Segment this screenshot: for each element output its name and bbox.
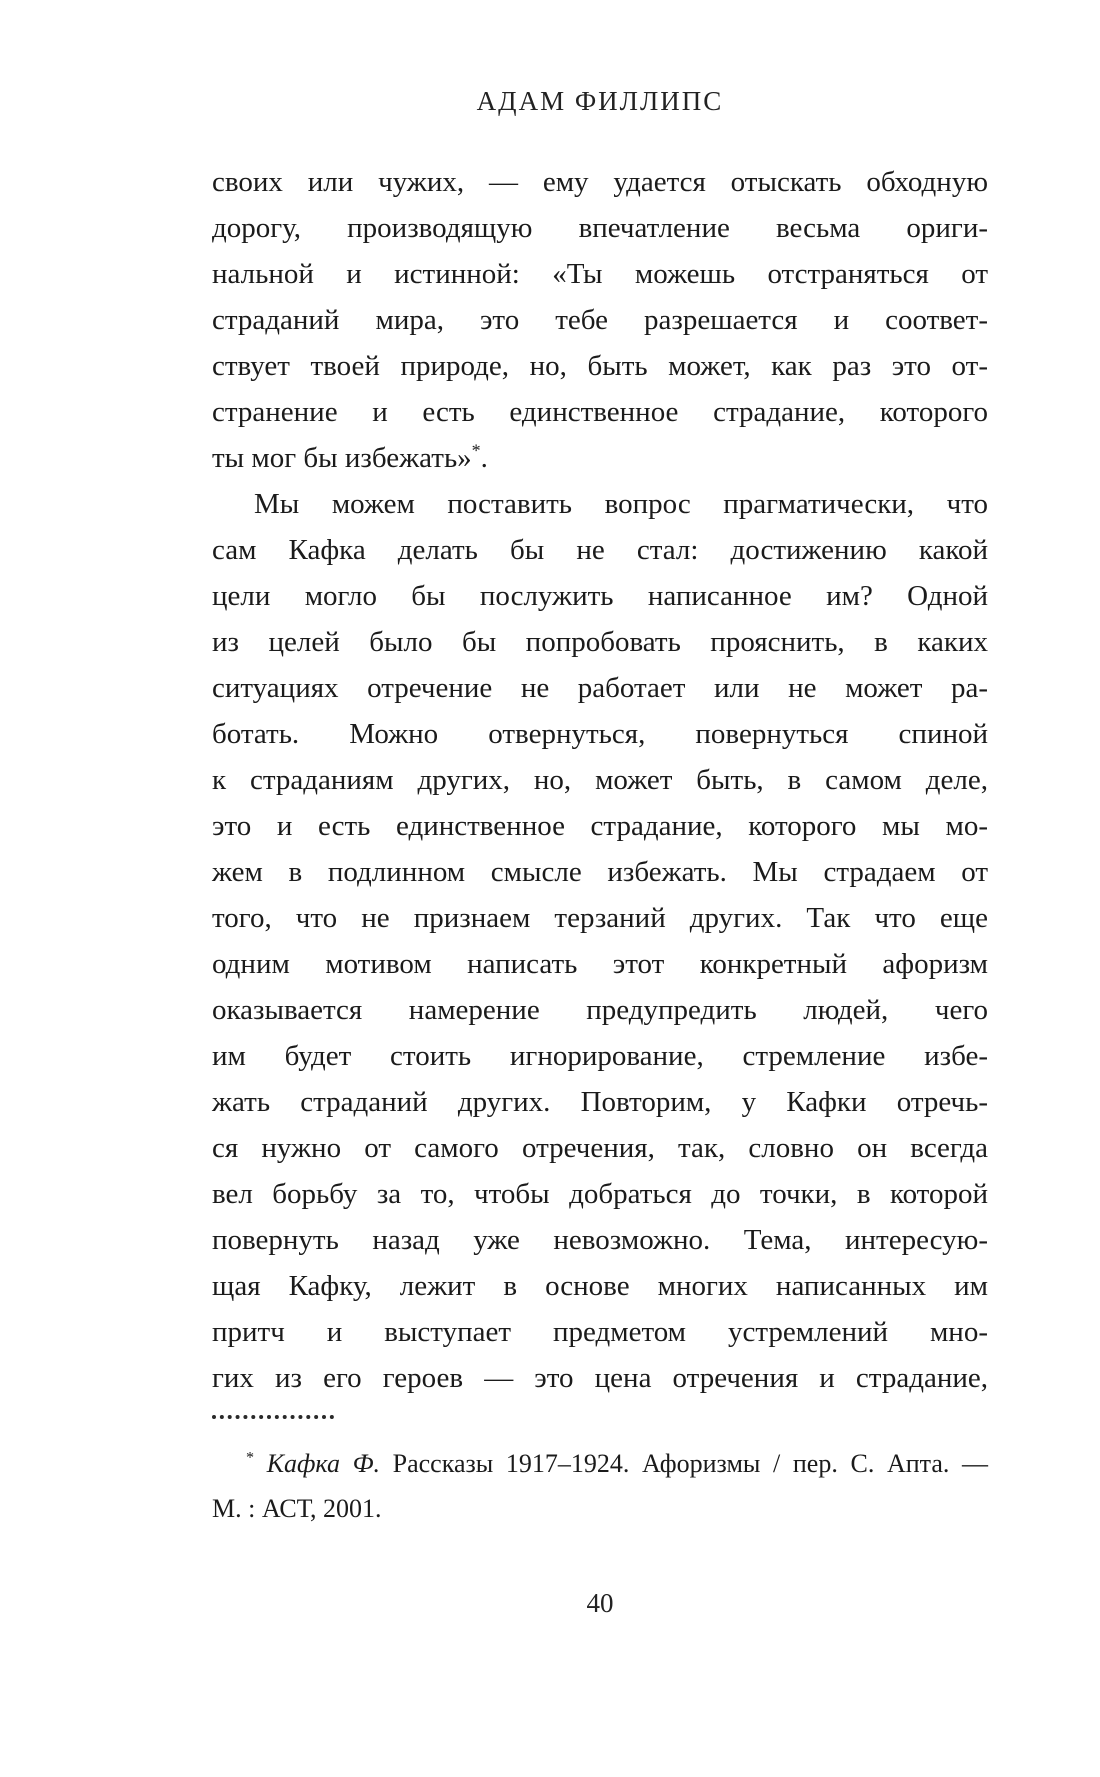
footnote-separator (212, 1415, 334, 1419)
page-number: 40 (586, 1588, 614, 1618)
text-line: сам Кафка делать бы не стал: достижению какой (212, 534, 988, 566)
text-line: из целей было бы попробовать прояснить, в каких (212, 626, 988, 658)
text-line: оказывается намерение предупредить людей, чего (212, 994, 988, 1026)
text-fragment: . (480, 442, 488, 474)
footnote-line (212, 1441, 988, 1486)
text-line: нальной и истинной: «Ты можешь отстраняться от (212, 258, 988, 290)
footnote-author: Кафка Ф. (266, 1449, 380, 1478)
text-line: одним мотивом написать этот конкретный афоризм (212, 948, 988, 980)
text-line: к страданиям других, но, может быть, в самом деле, (212, 764, 988, 796)
text-line: щая Кафку, лежит в основе многих написанных им (212, 1270, 988, 1302)
text-line: повернуть назад уже невозможно. Тема, интересую- (212, 1224, 988, 1256)
text-line: им будет стоить игнорирование, стремление избе- (212, 1040, 988, 1072)
text-line: ся нужно от самого отречения, так, словно он всегда (212, 1132, 988, 1164)
text-line: это и есть единственное страдание, которого мы мо- (212, 810, 988, 842)
footnote (212, 1441, 988, 1531)
text-line: гих из его героев — это цена отречения и страдание, (212, 1362, 988, 1394)
text-line: страданий мира, это тебе разрешается и соответ- (212, 304, 988, 336)
text-line: дорогу, производящую впечатление весьма ориги- (212, 212, 988, 244)
body-text (212, 159, 988, 1401)
text-line: того, что не признаем терзаний других. Так что еще (212, 902, 988, 934)
footnote-line: М. : АСТ, 2001. (212, 1494, 382, 1523)
text-line: своих или чужих, — ему удается отыскать обходную (212, 166, 988, 198)
text-line: цели могло бы послужить написанное им? Одной (212, 580, 988, 612)
paragraph-1 (212, 159, 988, 481)
text-line: жать страданий других. Повторим, у Кафки отречь- (212, 1086, 988, 1118)
text-line: ствует твоей природе, но, быть может, как раз это от- (212, 350, 988, 382)
text-line: ботать. Можно отвернуться, повернуться спиной (212, 718, 988, 750)
text-line: странение и есть единственное страдание, которого (212, 396, 988, 428)
footnote-marker: * (246, 1449, 255, 1467)
footnote-reference-marker: * (471, 440, 481, 461)
paragraph-2 (212, 481, 988, 1401)
running-head: АДАМ ФИЛЛИПС (476, 86, 724, 116)
text-line: вел борьбу за то, чтобы добраться до точки, в которой (212, 1178, 988, 1210)
text-line: ситуациях отречение не работает или не может ра- (212, 672, 988, 704)
text-fragment: ты мог бы избежать» (212, 442, 472, 474)
text-line: притч и выступает предметом устремлений мно- (212, 1316, 988, 1348)
footnote-reference: Рассказы 1917–1924. Афоризмы / пер. С. Апта. — (392, 1449, 989, 1478)
text-line: жем в подлинном смысле избежать. Мы страдаем от (212, 856, 988, 888)
text-line (212, 435, 988, 481)
text-line: Мы можем поставить вопрос прагматически, что (254, 488, 988, 520)
